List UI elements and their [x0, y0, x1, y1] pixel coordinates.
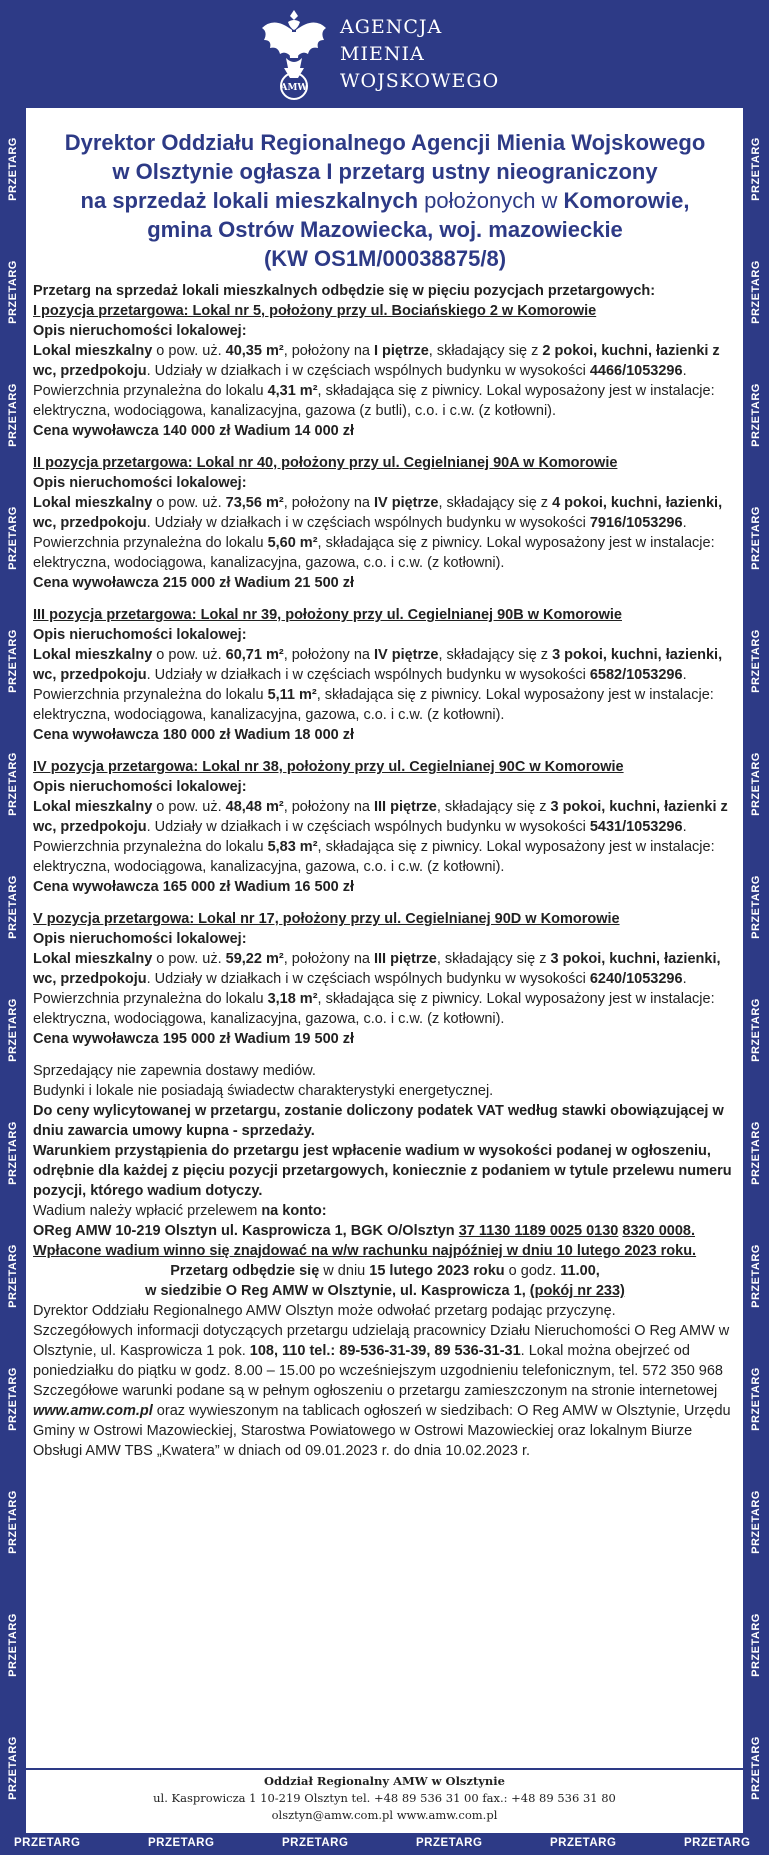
position-heading: II pozycja przetargowa: Lokal nr 40, położony przy ul. Cegielnianej 90A w Komorowie [33, 455, 618, 471]
position-price: Cena wywoławcza 165 000 zł Wadium 16 500 zł [33, 879, 355, 895]
eagle-emblem-icon [258, 6, 330, 102]
przetarg-label: PRZETARG [750, 629, 762, 693]
przetarg-label: PRZETARG [750, 506, 762, 570]
position-desc-label: Opis nieruchomości lokalowej: [33, 931, 247, 947]
position-description: Lokal mieszkalny o pow. uż. 59,22 m², położony na III piętrze, składający się z 3 pokoi, kuchni, łazienki, wc, przedpokoju. Udziały w działkach i w częściach wspólnych budynku w wysokości 6240/1053296. Powierzchnia przynależna do lokalu 3,18 m², składająca się z piwnicy. Lokal wyposażony jest w instalacje: elektryczna, wodociągowa, kanalizacyjna, gazowa, c.o. i c.w. (z kotłowni). [33, 951, 721, 1027]
footer [26, 1773, 743, 1824]
przetarg-label: PRZETARG [750, 1367, 762, 1431]
przetarg-label: PRZETARG [7, 1121, 19, 1185]
przetarg-label: PRZETARG [750, 1613, 762, 1677]
emblem-text: AMW [280, 83, 308, 93]
przetarg-label: PRZETARG [750, 752, 762, 816]
footer-contact[interactable]: olsztyn@amw.com.pl www.amw.com.pl [271, 1808, 498, 1822]
position-price: Cena wywoławcza 215 000 zł Wadium 21 500 zł [33, 575, 355, 591]
przetarg-label: PRZETARG [750, 1490, 762, 1554]
position-heading: V pozycja przetargowa: Lokal nr 17, położony przy ul. Cegielnianej 90D w Komorowie [33, 911, 620, 927]
przetarg-label: PRZETARG [750, 875, 762, 939]
header [0, 0, 769, 108]
przetarg-label: PRZETARG [7, 506, 19, 570]
przetarg-label: PRZETARG [7, 1613, 19, 1677]
agency-name [340, 14, 499, 95]
przetarg-label: PRZETARG [7, 260, 19, 324]
auction-time-place: Przetarg odbędzie się w dniu 15 lutego 2023 roku o godz. 11.00, w siedzibie O Reg AMW w Olsztynie, ul. Kasprowicza 1, (pokój nr 233) [145, 1263, 625, 1299]
przetarg-label: PRZETARG [750, 383, 762, 447]
position-desc-label: Opis nieruchomości lokalowej: [33, 475, 247, 491]
auction-positions [33, 301, 737, 1049]
przetarg-label: PRZETARG [416, 1837, 483, 1849]
przetarg-label: PRZETARG [7, 1244, 19, 1308]
auction-position [33, 301, 737, 441]
position-price: Cena wywoławcza 180 000 zł Wadium 18 000 zł [33, 727, 355, 743]
przetarg-label: PRZETARG [282, 1837, 349, 1849]
auction-position [33, 605, 737, 745]
agency-line: MIENIA [340, 43, 425, 65]
media-note: Sprzedający nie zapewnia dostawy mediów. [33, 1063, 316, 1079]
przetarg-label: PRZETARG [750, 1244, 762, 1308]
announcement-body [26, 108, 743, 1833]
przetarg-label: PRZETARG [7, 875, 19, 939]
przetarg-label: PRZETARG [750, 137, 762, 201]
przetarg-label: PRZETARG [7, 1736, 19, 1800]
position-price: Cena wywoławcza 140 000 zł Wadium 14 000 zł [33, 423, 355, 439]
deposit-condition: Warunkiem przystąpienia do przetargu jest wpłacenie wadium w wysokości podanej w ogłoszeniu, odrębnie dla każdej z pięciu pozycji przetargowych, koniecznie z podaniem w tytule przelewu numeru pozycji, którego wadium dotyczy. [33, 1143, 732, 1199]
details-info: Szczegółowe warunki podane są w pełnym ogłoszeniu o przetargu zamieszczonym na stronie internetowej www.amw.com.pl oraz wywieszonym na tablicach ogłoszeń w siedzibach: O Reg AMW w Olsztynie, Urzędu Gminy w Ostrowi Mazowieckiej, Starostwa Powiatowego w Ostrowi Mazowieckiej oraz lokalnym Biurze Obsługi AMW TBS „Kwatera” w dniach od 09.01.2023 r. do dnia 10.02.2023 r. [33, 1383, 731, 1459]
position-description: Lokal mieszkalny o pow. uż. 73,56 m², położony na IV piętrze, składający się z 4 pokoi, kuchni, łazienki, wc, przedpokoju. Udziały w działkach i w częściach wspólnych budynku w wysokości 7916/1053296. Powierzchnia przynależna do lokalu 5,60 m², składająca się z piwnicy. Lokal wyposażony jest w instalacje: elektryczna, wodociągowa, kanalizacyjna, gazowa, c.o. i c.w. (z kotłowni). [33, 495, 723, 571]
przetarg-label: PRZETARG [14, 1837, 81, 1849]
przetarg-label: PRZETARG [550, 1837, 617, 1849]
contact-info: Szczegółowych informacji dotyczących przetargu udzielają pracownicy Działu Nieruchomości O Reg AMW w Olsztynie, ul. Kasprowicza 1 pok. 108, 110 tel.: 89-536-31-39, 89 536-31-31. Lokal można obejrzeć od poniedziałku do piątku w godz. 8.00 – 15.00 po wcześniejszym uzgodnieniu telefonicznym, tel. 572 350 968 [33, 1323, 730, 1379]
announcement-title: Dyrektor Oddziału Regionalnego Agencji Mienia Wojskowego w Olsztynie ogłasza I przetarg ustny nieograniczony na sprzedaż lokali mieszkalnych położonych w Komorowie, gmina Ostrów Mazowiecka, woj. mazowieckie (KW OS1M/00038875/8) [64, 130, 706, 271]
przetarg-label: PRZETARG [750, 998, 762, 1062]
footer-divider [26, 1768, 743, 1770]
position-heading: III pozycja przetargowa: Lokal nr 39, położony przy ul. Cegielnianej 90B w Komorowie [33, 607, 622, 623]
position-description: Lokal mieszkalny o pow. uż. 40,35 m², położony na I piętrze, składający się z 2 pokoi, kuchni, łazienki z wc, przedpokoju. Udziały w działkach i w częściach wspólnych budynku w wysokości 4466/1053296. Powierzchnia przynależna do lokalu 4,31 m², składająca się z piwnicy. Lokal wyposażony jest w instalacje: elektryczna, wodociągowa, kanalizacyjna, gazowa (z butli), c.o. i c.w. (z kotłowni). [33, 343, 720, 419]
przetarg-label: PRZETARG [7, 998, 19, 1062]
auction-position [33, 757, 737, 897]
przetarg-label: PRZETARG [750, 1121, 762, 1185]
auction-position [33, 909, 737, 1049]
przetarg-label: PRZETARG [7, 752, 19, 816]
auction-position [33, 453, 737, 593]
lead-text: Przetarg na sprzedaż lokali mieszkalnych odbędzie się w pięciu pozycjach przetargowych: [33, 283, 656, 299]
przetarg-label: PRZETARG [7, 137, 19, 201]
footer-address: ul. Kasprowicza 1 10-219 Olsztyn tel. +48 89 536 31 00 fax.: +48 89 536 31 80 [153, 1791, 616, 1805]
position-heading: I pozycja przetargowa: Lokal nr 5, położony przy ul. Bociańskiego 2 w Komorowie [33, 303, 597, 319]
footer-office: Oddział Regionalny AMW w Olsztynie [264, 1774, 505, 1788]
vat-note: Do ceny wylicytowanej w przetargu, zostanie doliczony podatek VAT według stawki obowiązującej w dniu zawarcia umowy kupna - sprzedaży. [33, 1103, 724, 1139]
position-desc-label: Opis nieruchomości lokalowej: [33, 323, 247, 339]
position-description: Lokal mieszkalny o pow. uż. 48,48 m², położony na III piętrze, składający się z 3 pokoi, kuchni, łazienki z wc, przedpokoju. Udziały w działkach i w częściach wspólnych budynku w wysokości 5431/1053296. Powierzchnia przynależna do lokalu 5,83 m², składająca się z piwnicy. Lokal wyposażony jest w instalacje: elektryczna, wodociągowa, kanalizacyjna, gazowa, c.o. i c.w. (z kotłowni). [33, 799, 728, 875]
agency-line: WOJSKOWEGO [340, 70, 500, 92]
przetarg-label: PRZETARG [7, 1367, 19, 1431]
website-link[interactable]: www.amw.com.pl [33, 1403, 153, 1419]
position-price: Cena wywoławcza 195 000 zł Wadium 19 500 zł [33, 1031, 355, 1047]
position-heading: IV pozycja przetargowa: Lokal nr 38, położony przy ul. Cegielnianej 90C w Komorowie [33, 759, 624, 775]
side-strip-right [743, 108, 769, 1833]
przetarg-label: PRZETARG [750, 260, 762, 324]
side-strip-left [0, 108, 26, 1833]
account-info: Wadium należy wpłacić przelewem na konto: OReg AMW 10-219 Olsztyn ul. Kasprowicza 1, BGK O/Olsztyn 37 1130 1189 0025 0130 8320 0008. Wpłacone wadium winno się znajdować na w/w rachunku najpóźniej w dniu 10 lutego 2023 roku. [33, 1203, 697, 1259]
position-desc-label: Opis nieruchomości lokalowej: [33, 627, 247, 643]
energy-note: Budynki i lokale nie posiadają świadectw charakterystyki energetycznej. [33, 1083, 494, 1099]
przetarg-label: PRZETARG [7, 383, 19, 447]
position-desc-label: Opis nieruchomości lokalowej: [33, 779, 247, 795]
bottom-strip [0, 1833, 769, 1855]
przetarg-label: PRZETARG [750, 1736, 762, 1800]
przetarg-label: PRZETARG [7, 629, 19, 693]
cancel-note: Dyrektor Oddziału Regionalnego AMW Olsztyn może odwołać przetarg podając przyczynę. [33, 1303, 616, 1319]
position-description: Lokal mieszkalny o pow. uż. 60,71 m², położony na IV piętrze, składający się z 3 pokoi, kuchni, łazienki, wc, przedpokoju. Udziały w działkach i w częściach wspólnych budynku w wysokości 6582/1053296. Powierzchnia przynależna do lokalu 5,11 m², składająca się z piwnicy. Lokal wyposażony jest w instalacje: elektryczna, wodociągowa, kanalizacyjna, gazowa, c.o. i c.w. (z kotłowni). [33, 647, 723, 723]
agency-line: AGENCJA [340, 16, 443, 38]
bank-account-number: 37 1130 1189 0025 0130 [458, 1223, 619, 1239]
przetarg-label: PRZETARG [7, 1490, 19, 1554]
przetarg-label: PRZETARG [148, 1837, 215, 1849]
przetarg-label: PRZETARG [684, 1837, 751, 1849]
